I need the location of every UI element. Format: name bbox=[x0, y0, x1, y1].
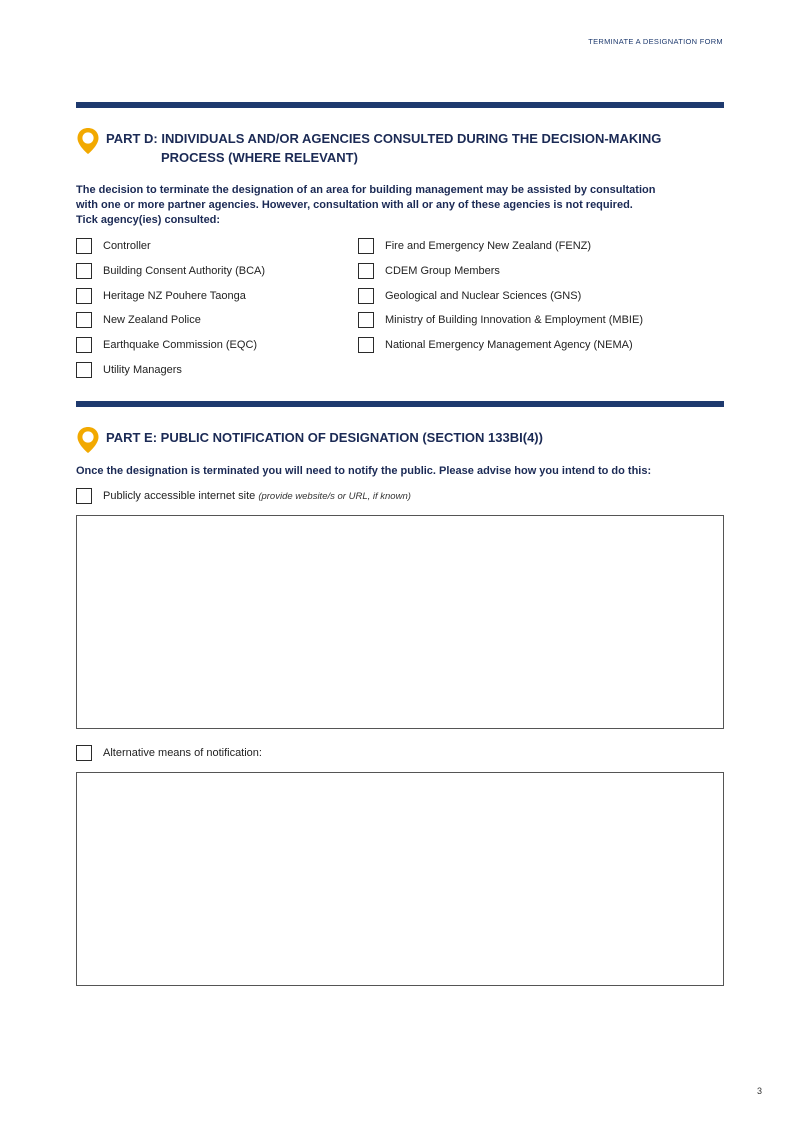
checkbox[interactable] bbox=[76, 288, 92, 304]
checkbox-label: Alternative means of notification: bbox=[103, 747, 262, 759]
agency-checkbox-bca[interactable] bbox=[76, 262, 265, 280]
checkbox[interactable] bbox=[358, 288, 374, 304]
agency-checkbox-gns[interactable] bbox=[358, 287, 581, 305]
checkbox[interactable] bbox=[76, 488, 92, 504]
agency-checkbox-controller[interactable] bbox=[76, 237, 151, 255]
checkbox-label: Ministry of Building Innovation & Employment (MBIE) bbox=[385, 314, 643, 326]
checkbox-label: CDEM Group Members bbox=[385, 265, 500, 277]
checkbox[interactable] bbox=[76, 337, 92, 353]
checkbox-label: Earthquake Commission (EQC) bbox=[103, 339, 258, 351]
checkbox[interactable] bbox=[76, 238, 92, 254]
part-d-intro-line: The decision to terminate the designation of an area for building management may be assisted by consultation bbox=[76, 184, 656, 196]
part-d-intro-line: with one or more partner agencies. However, consultation with all or any of these agencies is not required. bbox=[76, 199, 633, 211]
agency-checkbox-utility-managers[interactable] bbox=[76, 361, 182, 379]
part-e-title-text: PART E: PUBLIC NOTIFICATION OF DESIGNATION (SECTION 133BI(4)) bbox=[106, 430, 543, 445]
form-title-header: TERMINATE A DESIGNATION FORM bbox=[588, 37, 723, 46]
location-pin-icon bbox=[76, 127, 100, 155]
section-divider bbox=[76, 401, 724, 407]
checkbox-label: New Zealand Police bbox=[103, 314, 201, 326]
agency-checkbox-mbie[interactable] bbox=[358, 311, 643, 329]
checkbox-label: Fire and Emergency New Zealand (FENZ) bbox=[385, 240, 592, 252]
checkbox-label: National Emergency Management Agency (NEMA) bbox=[385, 339, 633, 351]
agency-checkbox-cdem[interactable] bbox=[358, 262, 500, 280]
checkbox[interactable] bbox=[358, 312, 374, 328]
location-pin-icon bbox=[76, 426, 100, 454]
checkbox[interactable] bbox=[76, 312, 92, 328]
part-d-title-line2: PROCESS (WHERE RELEVANT) bbox=[161, 150, 358, 165]
agency-checkbox-nema[interactable] bbox=[358, 336, 633, 354]
agency-checkbox-heritage-nz[interactable] bbox=[76, 287, 246, 305]
part-e-intro: Once the designation is terminated you will need to notify the public. Please advise how you intend to do this: bbox=[76, 465, 652, 477]
part-d-intro bbox=[76, 183, 716, 228]
option-internet-site[interactable] bbox=[76, 487, 411, 505]
alternative-means-textarea[interactable] bbox=[76, 772, 724, 986]
checkbox[interactable] bbox=[76, 745, 92, 761]
checkbox-label: Building Consent Authority (BCA) bbox=[103, 265, 266, 277]
checkbox-label bbox=[103, 490, 411, 502]
checkbox[interactable] bbox=[358, 263, 374, 279]
checkbox[interactable] bbox=[76, 263, 92, 279]
agency-checkbox-eqc[interactable] bbox=[76, 336, 257, 354]
option-internet-label: Publicly accessible internet site bbox=[103, 490, 256, 502]
checkbox-label: Geological and Nuclear Sciences (GNS) bbox=[385, 290, 582, 302]
checkbox-label: Utility Managers bbox=[103, 364, 182, 376]
part-d-title-line1: PART D: INDIVIDUALS AND/OR AGENCIES CONSULTED DURING THE DECISION-MAKING bbox=[106, 131, 662, 146]
checkbox[interactable] bbox=[358, 337, 374, 353]
option-internet-hint: (provide website/s or URL, if known) bbox=[258, 491, 411, 502]
agency-checkbox-fenz[interactable] bbox=[358, 237, 591, 255]
part-d-intro-line: Tick agency(ies) consulted: bbox=[76, 214, 221, 226]
checkbox[interactable] bbox=[76, 362, 92, 378]
checkbox-label: Heritage NZ Pouhere Taonga bbox=[103, 290, 246, 302]
agency-checkbox-police[interactable] bbox=[76, 311, 201, 329]
checkbox-label: Controller bbox=[103, 240, 151, 252]
checkbox[interactable] bbox=[358, 238, 374, 254]
option-alternative-means[interactable] bbox=[76, 744, 262, 762]
internet-site-textarea[interactable] bbox=[76, 515, 724, 729]
page-number: 3 bbox=[756, 1086, 762, 1096]
section-divider bbox=[76, 102, 724, 108]
